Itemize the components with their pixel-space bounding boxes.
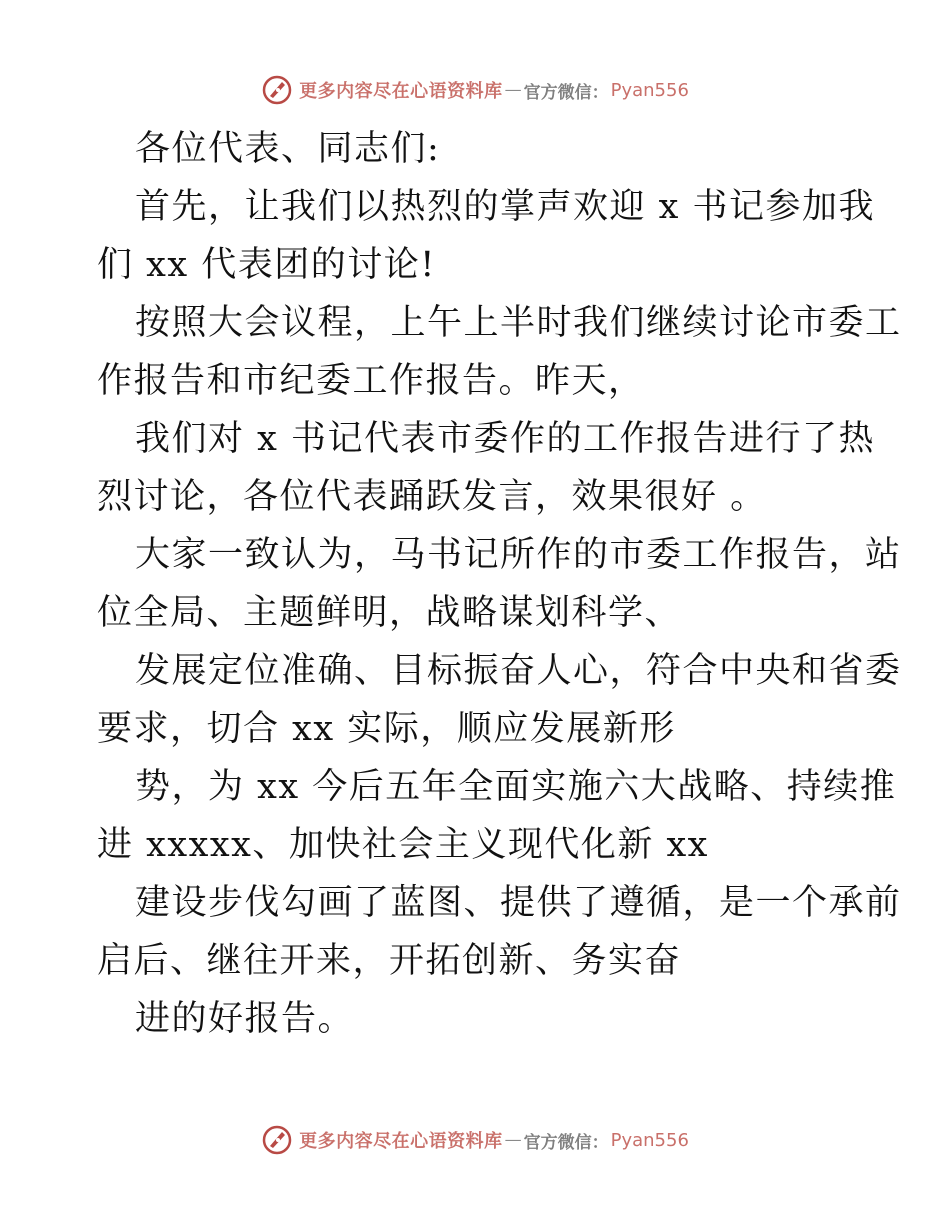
paragraph-line: 按照大会议程，上午上半时我们继续讨论市委工 (135, 303, 902, 343)
paragraph-line: 发展定位准确、目标振奋人心，符合中央和省委 (135, 651, 902, 691)
banner-dash: — (504, 80, 522, 100)
banner-handle: Pyan556 (610, 79, 689, 101)
pen-nib-circle-icon (261, 74, 293, 106)
paragraph-line: 们 xx 代表团的讨论! (97, 245, 436, 285)
paragraph-line: 各位代表、同志们: (135, 129, 441, 169)
paragraph-line: 首先，让我们以热烈的掌声欢迎 x 书记参加我 (135, 187, 875, 227)
banner-subtitle: 官方微信： (523, 82, 609, 103)
banner-subtitle: 官方微信： (523, 1132, 609, 1153)
paragraph-line: 势，为 xx 今后五年全面实施六大战略、持续推 (135, 767, 897, 807)
paragraph-line: 位全局、主题鲜明，战略谋划科学、 (97, 593, 682, 633)
banner-handle: Pyan556 (610, 1129, 689, 1151)
footer-banner (0, 1120, 950, 1160)
banner-title: 更多内容尽在心语资料库 (299, 1131, 503, 1152)
banner-title: 更多内容尽在心语资料库 (299, 81, 503, 102)
banner-dash: — (504, 1130, 522, 1150)
paragraph-line: 烈讨论，各位代表踊跃发言，效果很好 。 (97, 477, 767, 517)
paragraph-line: 启后、继往开来，开拓创新、务实奋 (97, 941, 682, 981)
paragraph-line: 大家一致认为，马书记所作的市委工作报告，站 (135, 535, 902, 575)
pen-nib-circle-icon (261, 1124, 293, 1156)
paragraph-line: 我们对 x 书记代表市委作的工作报告进行了热 (135, 419, 875, 459)
header-banner (0, 70, 950, 110)
paragraph-line: 作报告和市纪委工作报告。昨天， (97, 361, 645, 401)
paragraph-line: 要求，切合 xx 实际，顺应发展新形 (97, 709, 676, 749)
paragraph-line: 进的好报告。 (135, 999, 355, 1039)
paragraph-line: 建设步伐勾画了蓝图、提供了遵循，是一个承前 (135, 883, 902, 923)
paragraph-line: 进 xxxxx、加快社会主义现代化新 xx (97, 825, 709, 865)
